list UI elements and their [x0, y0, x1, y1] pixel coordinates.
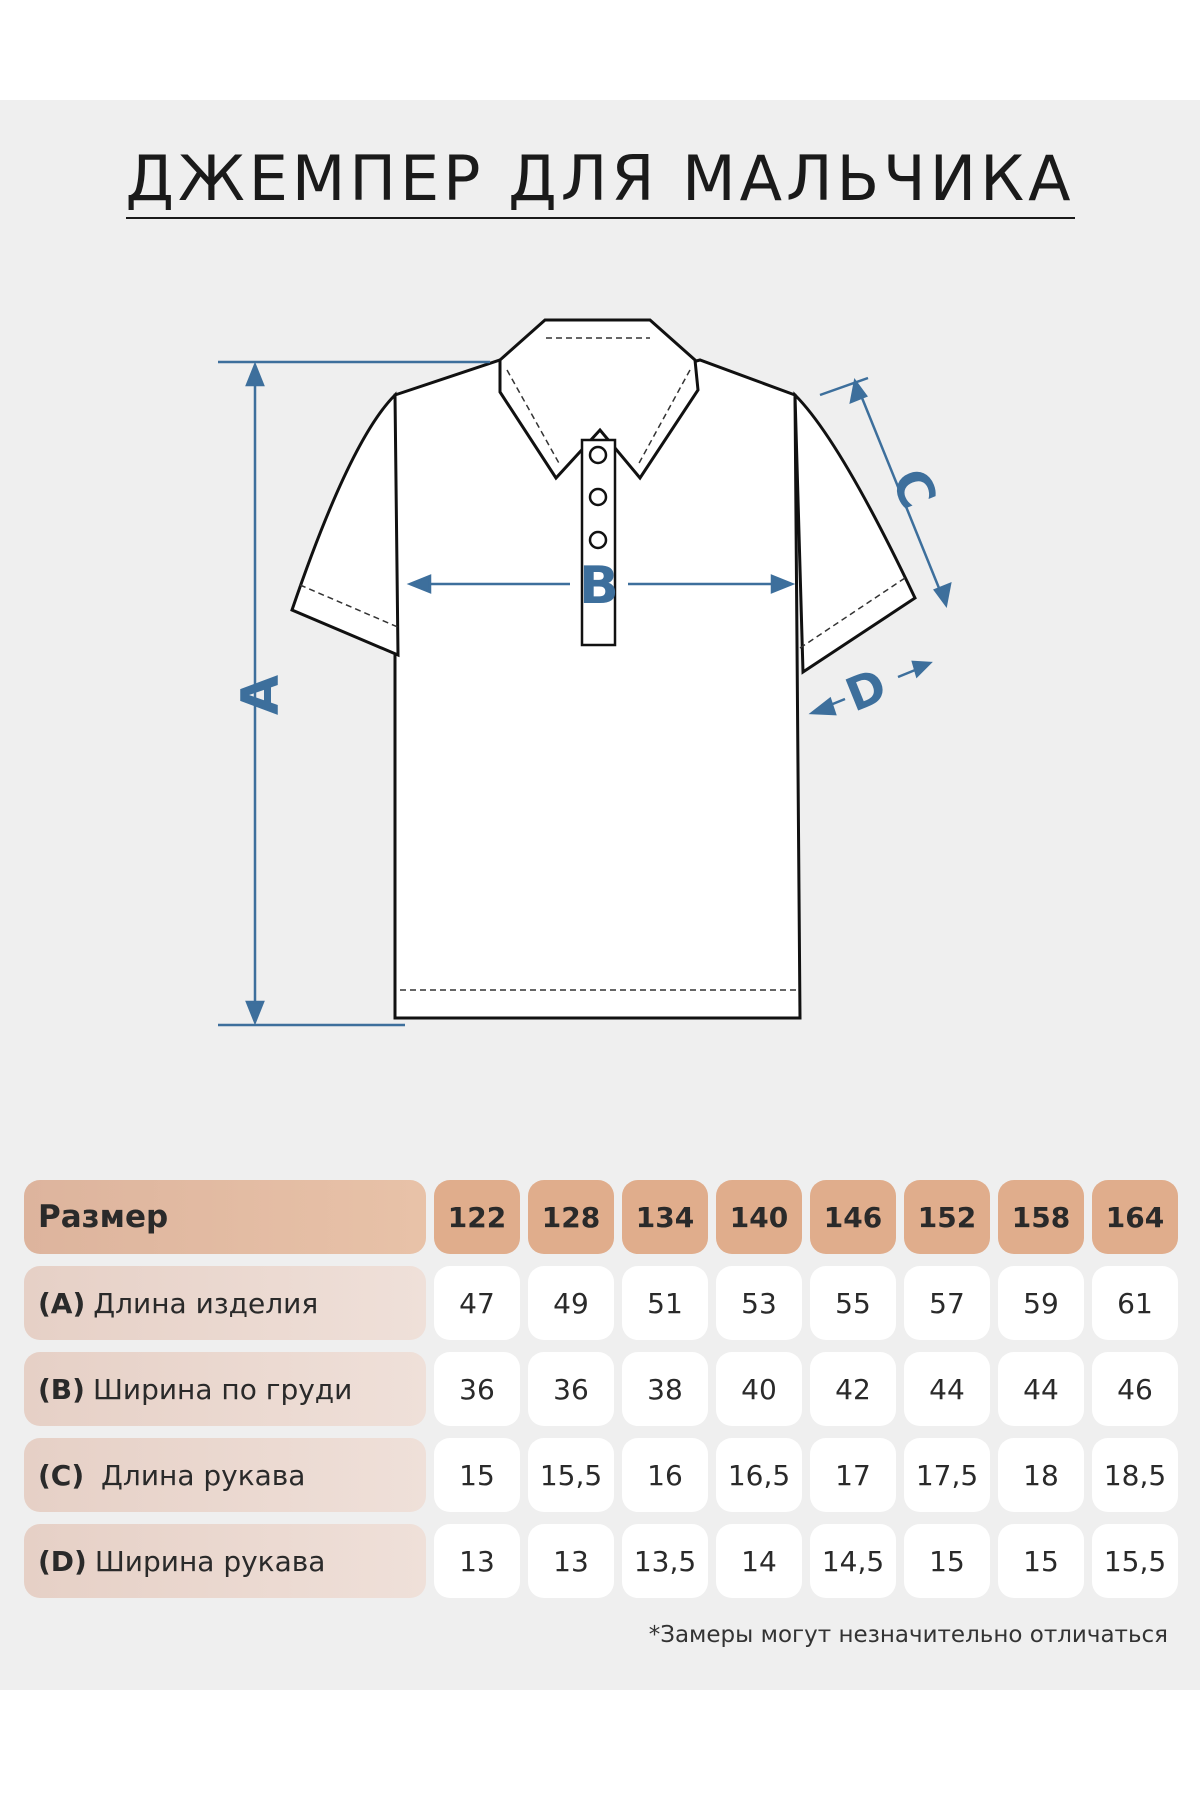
row-label: [24, 1438, 426, 1512]
size-header-cell: 128: [528, 1180, 614, 1254]
footnote: *Замеры могут незначительно отличаться: [648, 1622, 1168, 1648]
left-sleeve: [292, 395, 398, 655]
size-header-cell: 158: [998, 1180, 1084, 1254]
table-cell: 40: [716, 1352, 802, 1426]
row-label: [24, 1352, 426, 1426]
table-cell: 16,5: [716, 1438, 802, 1512]
table-cell: 13: [528, 1524, 614, 1598]
row-name: Ширина по груди: [92, 1372, 353, 1406]
size-header-cell: 140: [716, 1180, 802, 1254]
table-row: [24, 1438, 1178, 1512]
row-code: (C): [38, 1458, 85, 1492]
table-cell: 15,5: [528, 1438, 614, 1512]
row-code: (A): [38, 1286, 86, 1320]
table-cell: 51: [622, 1266, 708, 1340]
right-sleeve: [795, 395, 915, 672]
row-name: Ширина рукава: [94, 1544, 326, 1578]
table-cell: 16: [622, 1438, 708, 1512]
table-cell: 18: [998, 1438, 1084, 1512]
size-header-cell: 122: [434, 1180, 520, 1254]
label-b: B: [579, 556, 619, 616]
table-cell: 38: [622, 1352, 708, 1426]
table-cell: 15: [998, 1524, 1084, 1598]
table-cell: 17,5: [904, 1438, 990, 1512]
table-cell: 53: [716, 1266, 802, 1340]
table-row: [24, 1266, 1178, 1340]
table-cell: 13: [434, 1524, 520, 1598]
table-cell: 61: [1092, 1266, 1178, 1340]
table-cell: 57: [904, 1266, 990, 1340]
label-d: D: [838, 657, 894, 723]
table-cell: 44: [998, 1352, 1084, 1426]
row-code: (D): [38, 1544, 87, 1578]
table-cell: 13,5: [622, 1524, 708, 1598]
row-label: [24, 1266, 426, 1340]
table-row: [24, 1524, 1178, 1598]
table-cell: 15: [434, 1438, 520, 1512]
size-header-cell: 164: [1092, 1180, 1178, 1254]
table-cell: 49: [528, 1266, 614, 1340]
table-cell: 15,5: [1092, 1524, 1178, 1598]
table-cell: 14: [716, 1524, 802, 1598]
table-cell: 44: [904, 1352, 990, 1426]
table-cell: 14,5: [810, 1524, 896, 1598]
row-name: Длина изделия: [93, 1286, 319, 1320]
table-cell: 36: [434, 1352, 520, 1426]
table-cell: 46: [1092, 1352, 1178, 1426]
table-cell: 42: [810, 1352, 896, 1426]
table-cell: 55: [810, 1266, 896, 1340]
size-header-cell: 134: [622, 1180, 708, 1254]
page-title: ДЖЕМПЕР ДЛЯ МАЛЬЧИКА: [0, 142, 1200, 215]
size-header-cell: 146: [810, 1180, 896, 1254]
table-row: [24, 1352, 1178, 1426]
label-a: A: [231, 674, 291, 716]
size-label: Размер: [24, 1180, 426, 1254]
table-cell: 15: [904, 1524, 990, 1598]
label-c: C: [879, 460, 948, 517]
row-code: (B): [38, 1372, 85, 1406]
row-name: Длина рукава: [92, 1458, 306, 1492]
table-cell: 17: [810, 1438, 896, 1512]
table-cell: 59: [998, 1266, 1084, 1340]
table-cell: 47: [434, 1266, 520, 1340]
table-cell: 36: [528, 1352, 614, 1426]
row-label: [24, 1524, 426, 1598]
table-header-row: [24, 1180, 1178, 1254]
size-header-cell: 152: [904, 1180, 990, 1254]
size-table: [16, 1168, 1186, 1610]
table-cell: 18,5: [1092, 1438, 1178, 1512]
